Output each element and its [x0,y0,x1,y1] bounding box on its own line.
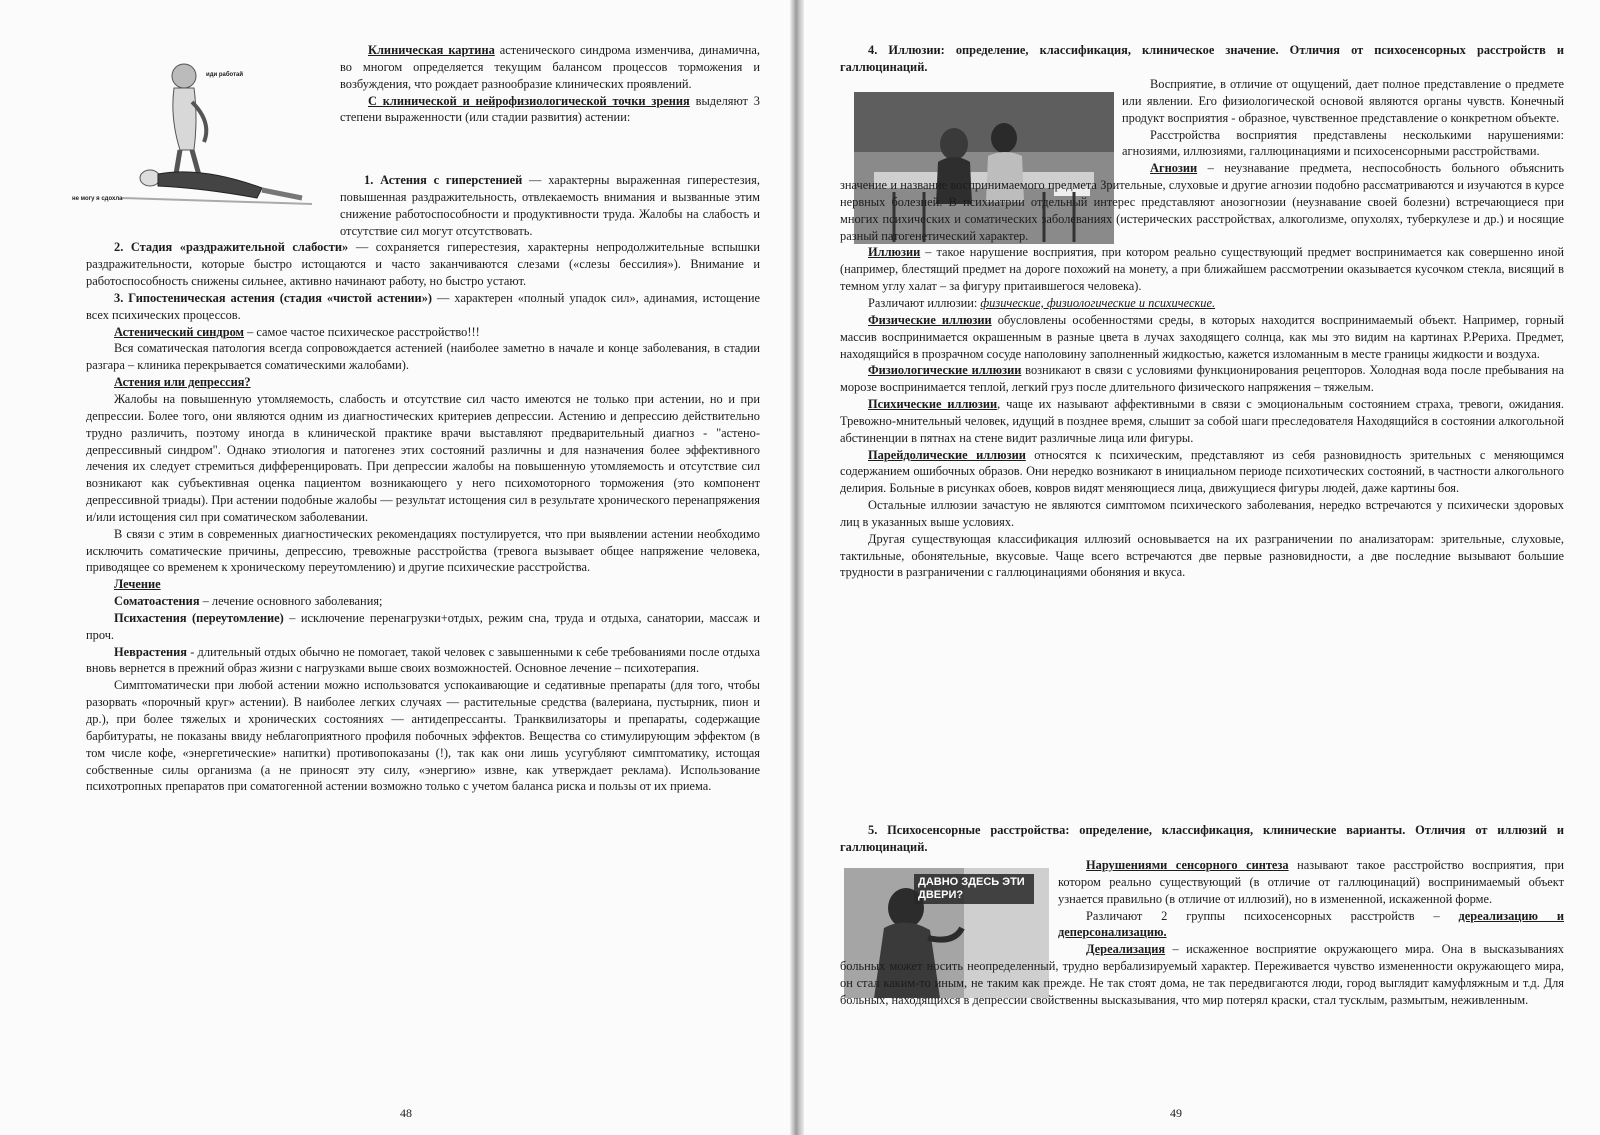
left-main-column [86,172,760,795]
section-5-heading-block [840,822,1564,856]
analyzer-classification-paragraph: Другая существующая классификация иллюзий основывается на их разграничении по анализаторам: зрительные, слуховые, тактильные, обонятельные, вкусовые. Чаще всего встречаются две первые разновидности, а две последние вызывают большие трудности в разграничении с галлюцинациями обоняния и вкуса. [840,531,1564,580]
illusions-paragraph: Иллюзии – такое нарушение восприятия, при котором реально существующий предмет воспринимается как совершенно иной (например, блестящий предмет на дороге похожий на монету, а при ближайшем рассмотрении оказывается кусочком стекла, висящий в темном углу халат – за фигуру притаившегося человека). [840,245,1564,294]
psychosensory-groups-paragraph: Различают 2 группы психосенсорных расстройств – дереализацию и деперсонализацию. [1058,908,1564,940]
section-4-heading-block [840,42,1564,76]
psychic-illusions-paragraph: Психические иллюзии, чаще их называют аффективными в связи с эмоциональным состоянием страха, тревоги, ожидания. Тревожно-мнительный человек, идущий в позднее время, слышит за собой шаги преследователя Находящийся в состоянии алкогольной абстиненции в пятнах на стене видит различные лица или фигуры. [840,397,1564,445]
physiological-illusions-paragraph: Физиологические иллюзии возникают в связи с условиями функционирования рецепторов. Холодная вода после пребывания на морозе воспринимается теплой, легкий груз после длительного физического напряжения – тяжелым. [840,363,1564,395]
doors-photo-caption: ДАВНО ЗДЕСЬ ЭТИ ДВЕРИ? [914,874,1034,904]
perception-disorders-paragraph: Расстройства восприятия представлены несколькими нарушениями: агнозиями, иллюзиями, галлюцинациями и психосенсорными расстройствами. [1122,127,1564,159]
treatment-heading: Лечение [114,577,161,592]
stages-paragraph: С клинической и нейрофизиологической точки зрения выделяют 3 степени выраженности (или стадии развития) астении: [340,93,760,125]
left-page [0,0,790,1135]
page-number-right: 49 [1170,1106,1182,1120]
hyposthenia-paragraph: 3. Гипостеническая астения (стадия «чистой астении») — характерен «полный упадок сил», адинамия, истощение всех психических процессов. [86,290,760,322]
section-5-heading: 5. Психосенсорные расстройства: определение, классификация, клинические варианты. Отличия от иллюзий и галлюцинаций. [840,823,1564,854]
derealization-paragraph: Дереализация – искаженное восприятие окружающего мира. Она в высказываниях больных может носить неопределенный, трудно вербализируемый характер. Переживается чувство измененности окружающего мира, он стал каким-то иным, не таким как прежде. Не так стоят дома, не так передвигаются люди, город выглядит камуфляжным и т.д. Для больных, находящихся в депрессии свойственны высказывания, что мир потерял краски, стал тусклым, размытым, неживленным. [840,942,1564,1007]
asthenic-syndrome-paragraph: Астенический синдром – самое частое психическое расстройство!!! [114,324,480,339]
somatic-pathology-paragraph: Вся соматическая патология всегда сопровождается астенией (наиболее заметно в начале и конце заболевания, в стадии разгара – клиника перекрывается соматическими жалобами). [86,341,760,373]
section-4-heading: 4. Иллюзии: определение, классификация, клиническое значение. Отличия от психосенсорных расстройств и галлюцинаций. [840,43,1564,74]
physical-illusions-paragraph: Физические иллюзии обусловлены особенностями среды, в которых находится воспринимаемый объект. Например, горный массив воспринимается окрашенным в разные цвета в лучах заходящего солнца, как мы это видим на картинах Р.Рериха. Предмет, находящийся в прозрачном сосуде наполовину заполненный жидкостью, кажется изломанным в месте границы жидкости и воздуха. [840,312,1565,361]
neurasthenia-paragraph: Неврастения - длительный отдых обычно не помогает, такой человек с завышенными к себе требованиями после отдыха вновь вернется в прежний образ жизни с нагрузками выше своих возможностей. Основное лечение – психотерапия. [86,644,760,676]
irritable-weakness-paragraph: 2. Стадия «раздражительной слабости» — сохраняется гиперестезия, характерны непродолжительные вспышки раздражительности, которые быстро истощаются и часто заканчиваются слезами («слезы бессилия»). Внимание и работоспособность снижены сильнее, активно начинают работу, но быстро устают. [86,240,760,289]
agnosia-paragraph: Агнозии – неузнавание предмета, неспособность больного объяснить значение и название воспринимаемого предмета Зрительные, слуховые и другие агнозии подобно рассматриваются и изучаются в курсе нервных болезней. В психиатрии отдельный интерес представляют анозогнозии (неузнавание своей болезни) встречающиеся при многих психических и соматических заболеваниях (истерических расстройствах, алкоголизме, опухолях, туберкулезе и др.) и носящие разный патогенетический характер. [840,161,1564,243]
pareidolic-illusions-paragraph: Парейдолические иллюзии относятся к психическим, представляют из себя разновидность зрительных с меняющимся содержанием ошибочных образов. Они нередко возникают в инициальном периоде психотических состояний, в частности алкогольного делирия. Больные в рисунках обоев, ковров видят меняющиеся лица, движущиеся фигуры людей, даже картины боя. [840,447,1564,496]
somatoasthenia-paragraph: Соматоастения – лечение основного заболевания; [114,594,383,609]
sensory-synthesis-paragraph: Нарушениями сенсорного синтеза называют такое расстройство восприятия, при котором реально существующий (в отличие от галлюцинаций) воспринимаемый объект узнается правильно (в отличие от иллюзий), но в измененной, искаженной форме. [1058,858,1565,906]
perception-paragraph: Восприятие, в отличие от ощущений, дает полное представление о предмете или явлении. Его физиологической основой являются органы чувств. Конечный продукт восприятия - образное, чувственное представление о конкретном объекте. [1122,77,1564,125]
left-intro-column [340,42,760,126]
right-page [804,0,1600,1135]
book-gutter [790,0,804,1135]
right-column-lower [840,857,1564,1009]
asthenia-or-depression-heading: Астения или депрессия? [114,375,251,390]
psychasthenia-paragraph: Психастения (переутомление) – исключение перенагрузки+отдых, режим сна, труда и отдыха, санатории, массаж и проч. [86,610,761,642]
clinical-picture-paragraph: Клиническая картина астенического синдрома изменчива, динамична, во многом определяется текущим балансом процессов торможения и возбуждения, что рождает разнообразие клинических проявлений. [340,43,760,91]
diagnostic-recommendations-paragraph: В связи с этим в современных диагностических рекомендациях постулируется, что при выявлении астении необходимо исключить соматические причины, депрессию, тревожные расстройства (тревога вызывает общее напряжение человека, приводящее со временем к хроническому переутомлению) и другие психические расстройства. [86,526,760,575]
symptomatic-treatment-paragraph: Симптоматически при любой астении можно использоватся успокаивающие и седативные препараты (для того, чтобы разорвать «порочный круг» астении). В наиболее легких случаях — растительные средства (валериана, пустырник, пион и др.), при более тяжелых и хронических состояниях — антидепрессанты. Транквилизаторы и препараты, содержащие барбитураты, не показаны ввиду неблагоприятного профиля побочных эффектов. Вещества со стимулирующим эффектом (в том числе кофе, «энергетические» напитки) противопоказаны (!), так как они лишь усугубляют симптоматику, истощая собственные силы организма (а не приносят эту силу, «энергию» извне, как утверждает реклама). Использование психотропных препаратов при соматогенной астении возможно только с учетом баланса риска и пользы от их приема. [86,678,760,794]
right-column-upper [840,76,1564,581]
cartoon-caption-top: иди работай [206,72,244,78]
depression-complaints-paragraph: Жалобы на повышенную утомляемость, слабость и отсутствие сил часто имеются не только при астении, но и при депрессии. Более того, они являются одним из диагностических критериев депрессии. Астению и депрессию действительно трудно различить, поэтому иногда в клинической практике врачи выставляют предварительный диагноз - "астено-депрессивный синдром". Однако этиология и патогенез этих состояний различны и для назначения более эффективного лечения их следует стремиться дифференцировать. При депрессии жалобы на повышенную утомляемость и отсутствие сил возникают как субъективная оценка пациентом возникающего у него психомоторного торможения (это компонент депрессивной триады). При астении подобные жалобы — результат истощения сил в результате хронического перенапряжения и/или истощения сил при соматическом заболевании. [86,391,760,524]
other-illusions-paragraph: Остальные иллюзии зачастую не являются симптомом психического заболевания, нередко встречаются у психически здоровых лиц в указанных выше условиях. [840,498,1564,529]
illusion-types-paragraph: Различают иллюзии: физические, физиологические и психические. [868,295,1216,310]
page-number-left: 48 [400,1106,412,1120]
cartoon-caption-bottom: не могу я сдохла [72,196,123,202]
hypersthenia-paragraph: 1. Астения с гиперстенией — характерны выраженная гиперестезия, повышенная раздражительность, отвлекаемость внимания и вызванные этим снижение работоспособности и продуктивности труда. Жалобы на слабость и отсутствие сил могут отсутствовать. [340,173,760,238]
